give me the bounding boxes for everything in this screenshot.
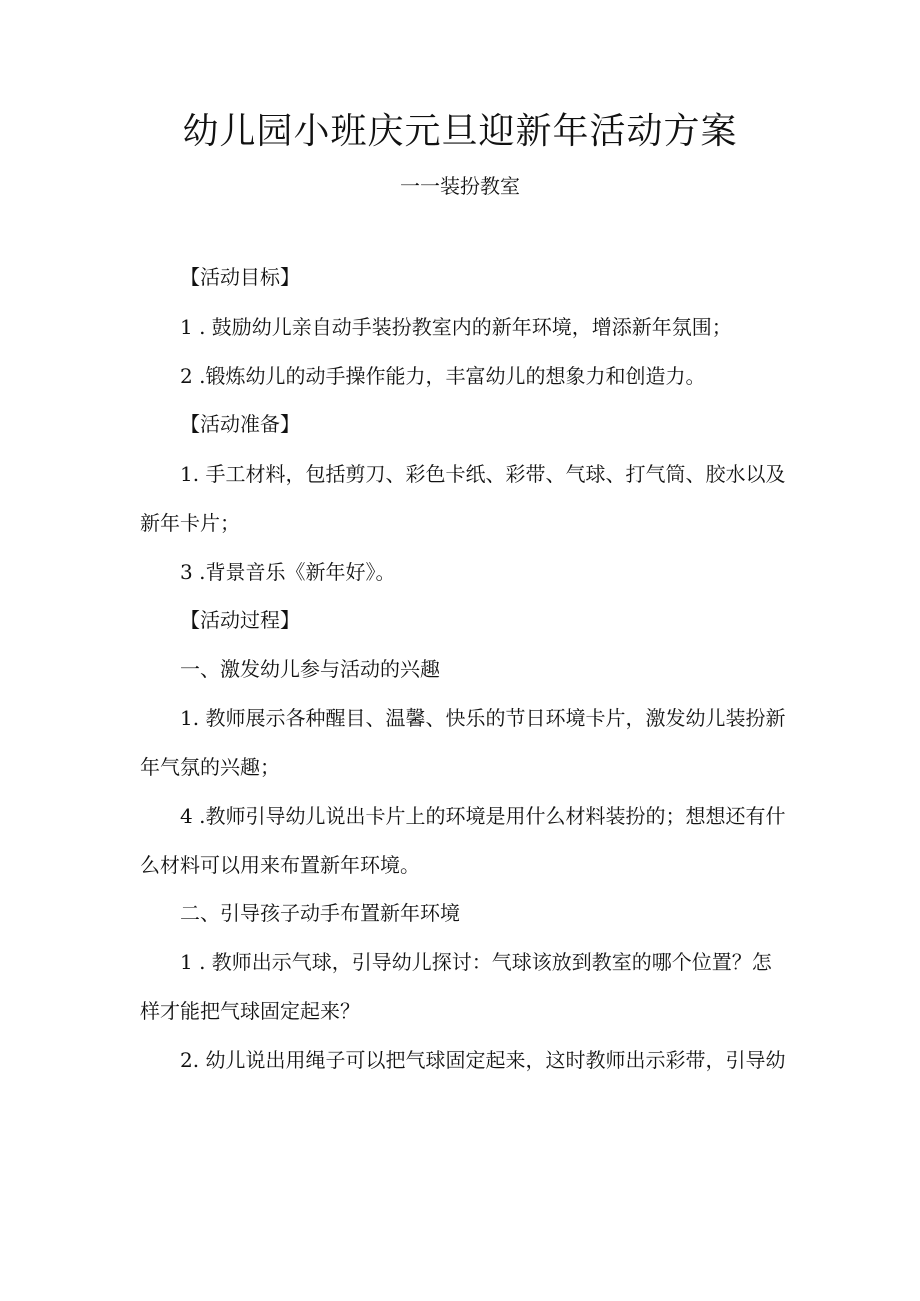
paragraph-line: 么材料可以用来布置新年环境。	[140, 853, 420, 877]
paragraph-line: 2. 幼儿说出用绳子可以把气球固定起来，这时教师出示彩带，引导幼	[180, 1048, 786, 1072]
paragraph-line: 样才能把气球固定起来？	[140, 999, 360, 1023]
document-subtitle: 一一装扮教室	[400, 174, 520, 198]
section-heading-goals: 【活动目标】	[180, 265, 300, 289]
paragraph-line: 4 .教师引导幼儿说出卡片上的环境是用什么材料装扮的；想想还有什	[180, 804, 786, 828]
paragraph-line: 3 .背景音乐《新年好》。	[180, 560, 396, 584]
paragraph-line: 1. 教师展示各种醒目、温馨、快乐的节日环境卡片，激发幼儿装扮新	[180, 706, 786, 730]
paragraph-line: 1 . 教师出示气球，引导幼儿探讨：气球该放到教室的哪个位置？怎	[180, 950, 772, 974]
subsection-heading: 一、激发幼儿参与活动的兴趣	[180, 657, 440, 681]
paragraph-line: 年气氛的兴趣；	[140, 755, 280, 779]
section-heading-process: 【活动过程】	[180, 608, 300, 632]
section-heading-preparation: 【活动准备】	[180, 412, 300, 436]
document-title: 幼儿园小班庆元旦迎新年活动方案	[182, 111, 738, 152]
subsection-heading: 二、引导孩子动手布置新年环境	[180, 901, 460, 925]
paragraph-line: 1 . 鼓励幼儿亲自动手装扮教室内的新年环境，增添新年氛围；	[180, 315, 732, 339]
paragraph-line: 2 .锻炼幼儿的动手操作能力，丰富幼儿的想象力和创造力。	[180, 364, 706, 388]
paragraph-line: 新年卡片；	[140, 511, 240, 535]
paragraph-line: 1. 手工材料，包括剪刀、彩色卡纸、彩带、气球、打气筒、胶水以及	[180, 462, 786, 486]
